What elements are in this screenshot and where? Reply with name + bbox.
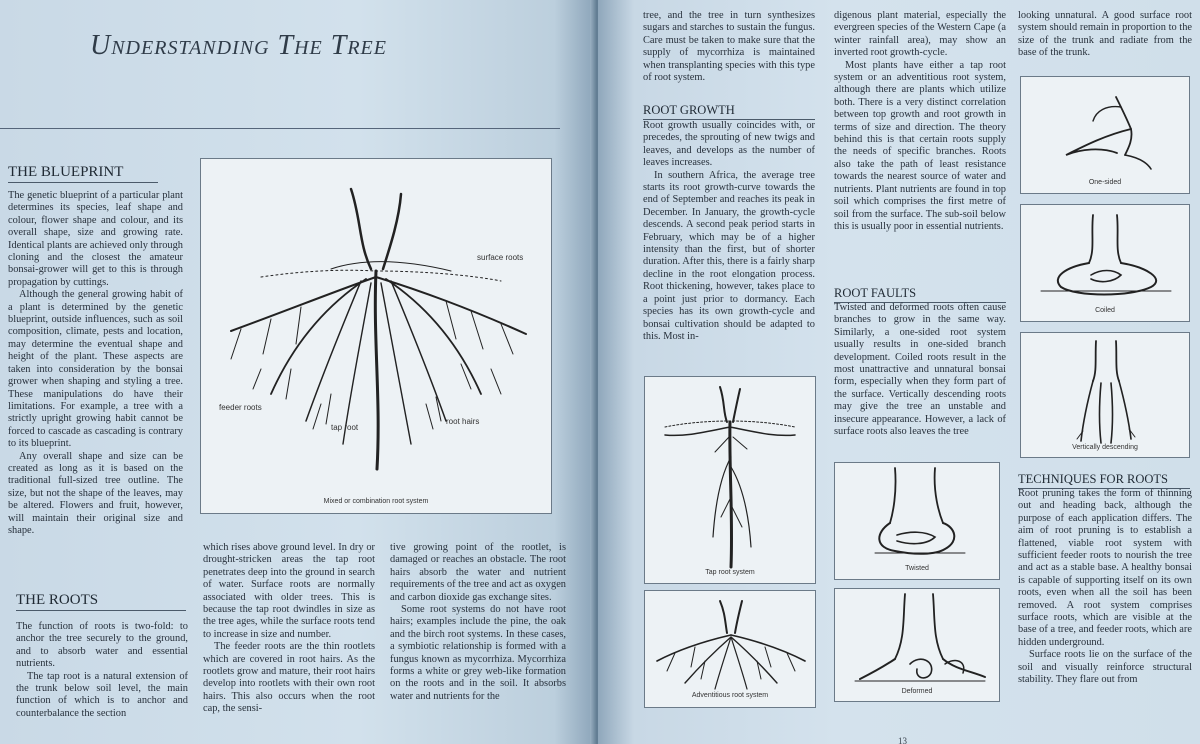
right-column-2-top	[834, 10, 1006, 233]
mid1-paragraph-1: which rises above ground level. In dry or drought-stricken areas the tap root penetrates deep into the ground in search of water. Surface roots are normally associated with older trees. This is because the tap root dwindles in size as the tree ages, while the surface roots tend to increase in size and number.	[203, 542, 375, 640]
caption-tap-root-system: Tap root system	[705, 569, 755, 576]
r1-top-paragraph: tree, and the tree in turn synthesizes sugars and starches to sustain the fungus. Care must be taken to make sure that the supply of mycorrhiza is maintained when transplanting species with this type of root system.	[643, 10, 815, 84]
roots-paragraph-2: The tap root is a natural extension of the trunk below soil level, the main function of which is to anchor and counterbalance the section	[16, 670, 188, 719]
caption-deformed: Deformed	[901, 688, 933, 695]
one-sided-root-illustration	[1021, 77, 1189, 193]
blueprint-paragraph-1: The genetic blueprint of a particular plant determines its species, leaf shape and colour, flower shape and colour, and its overall shape, size and growing rate. Identical plants are achieved only through cloning and the closest the amateur bonsai-grower will get to this is through propagation by cuttings.	[8, 190, 183, 288]
vertical-root-illustration	[1021, 333, 1189, 457]
figure-deformed	[834, 588, 1000, 702]
caption-coiled: Coiled	[1095, 307, 1115, 314]
right-page	[598, 0, 1200, 744]
r3-top-paragraph: looking unnatural. A good surface root system should remain in proportion to the size of the trunk and radiate from the base of the trunk.	[1018, 10, 1192, 59]
right-column-1-top	[643, 10, 815, 84]
right-column-1	[643, 120, 815, 343]
deformed-root-illustration	[835, 589, 999, 701]
left-page	[0, 0, 596, 744]
root-growth-paragraph-2: In southern Africa, the average tree starts its root growth-curve towards the end of September and reaches its peak in December. In January, the growth-cycle descends. A second peak period starts in February, which may be of a higher intensity than the first, but of shorter duration. After this, there is a fairly sharp decline in the root elongation process. Root thickening, however, takes place to a point just prior to dormancy. Each species has its own growth-cycle and bonsai cultivation should be adapted to this. Most in-	[643, 169, 815, 342]
coiled-root-illustration	[1021, 205, 1189, 321]
heading-roots: THE ROOTS	[16, 592, 186, 611]
caption-twisted: Twisted	[905, 565, 929, 572]
caption-vertically-descending: Vertically descending	[1072, 444, 1138, 451]
r2-top-paragraph-1: digenous plant material, especially the evergreen species of the Western Cape (a winter rainfall area), may show an inverted root growth-cycle.	[834, 10, 1006, 59]
label-root-hairs: root hairs	[446, 417, 480, 426]
twisted-root-illustration	[835, 463, 999, 579]
figure-adventitious-root-system	[644, 590, 816, 708]
label-tap-root: tap root	[331, 423, 359, 432]
figure-twisted	[834, 462, 1000, 580]
heading-root-growth: ROOT GROWTH	[643, 103, 815, 120]
heading-root-faults: ROOT FAULTS	[834, 286, 1006, 303]
title-rule	[0, 128, 560, 129]
caption-adventitious-root-system: Adventitious root system	[691, 692, 769, 699]
heading-techniques-for-roots: TECHNIQUES FOR ROOTS	[1018, 472, 1190, 489]
mid2-paragraph-1: tive growing point of the rootlet, is damaged or reaches an obstacle. The root hairs absorb the water and nutrient requirements of the tree and act as oxygen and carbon dioxide gas exchange sites.	[390, 542, 566, 603]
root-faults-paragraph: Twisted and deformed roots often cause branches to grow in the same way. Similarly, a one-sided root system usually results in one-sided branch development. Coiled roots result in the most unattractive and unnatural bonsai form, especially when they form part of the surface. Vertically descending roots may give the tree an unstable and insecure appearance. However, a lack of surface roots also leaves the tree	[834, 302, 1006, 438]
page-number: 13	[898, 736, 907, 744]
right-column-3	[1018, 488, 1192, 687]
caption-mixed-root-system: Mixed or combination root system	[323, 498, 429, 505]
roots-paragraph-1: The function of roots is two-fold: to anchor the tree securely to the ground, and to absorb water and essential nutrients.	[16, 621, 188, 670]
techniques-paragraph-1: Root pruning takes the form of thinning out and heading back, although the purpose of each application differs. The aim of root pruning is to establish a flattened, viable root system with sufficient feeder roots to nourish the tree and act as a stable base. A healthy bonsai is capable of supporting itself on its own roots, even when all the soil has been removed. A root system comprises surface roots, which are visible at the base of a tree, and feeder roots, which are hidden underground.	[1018, 488, 1192, 648]
adventitious-root-illustration	[645, 591, 815, 707]
roots-column	[16, 621, 188, 720]
page-title: Understanding The Tree	[90, 30, 387, 61]
figure-mixed-root-system	[200, 158, 552, 514]
blueprint-paragraph-2: Although the general growing habit of a plant is determined by the genetic blueprint, outside influences, such as soil composition, climate, pests and location, may determine the eventual shape and height of the plant. These aspects are taken into consideration by the bonsai grower when shaping and styling a tree. These manipulations do have their limitations. For example, a tree with a strictly upright growing habit cannot be forced to cascade as cascading is contrary to its blueprint.	[8, 289, 183, 450]
heading-blueprint: THE BLUEPRINT	[8, 164, 158, 183]
mid1-paragraph-2: The feeder roots are the thin rootlets which are covered in root hairs. As the rootlets grow and mature, their root hairs develop into rootlets with their own root hairs. This also occurs when the root cap, the sensi-	[203, 641, 375, 715]
blueprint-paragraph-3: Any overall shape and size can be created as long as it is based on the traditional full-sized tree outline. The size, but not the shape of the leaves, may be altered. Flowers and fruit, however, will maintain their original size and shape.	[8, 450, 183, 536]
mid2-paragraph-2: Some root systems do not have root hairs; examples include the pine, the oak and the birch root systems. In these cases, a symbiotic relationship is formed with a fungus known as mycorrhiza. Mycorrhiza forms a white or grey web-like formation on the roots and in the soil. It absorbs water and nutrients for the	[390, 604, 566, 702]
root-growth-paragraph-1: Root growth usually coincides with, or precedes, the sprouting of new twigs and leaves, and develops as the number of leaves increases.	[643, 120, 815, 169]
tap-root-illustration	[645, 377, 815, 583]
label-feeder-roots: feeder roots	[219, 403, 262, 412]
figure-one-sided	[1020, 76, 1190, 194]
figure-coiled	[1020, 204, 1190, 322]
caption-one-sided: One-sided	[1088, 179, 1122, 186]
figure-tap-root-system	[644, 376, 816, 584]
middle-column-1	[203, 542, 375, 716]
figure-vertically-descending	[1020, 332, 1190, 458]
mixed-root-illustration	[201, 159, 551, 513]
techniques-paragraph-2: Surface roots lie on the surface of the soil and visually reinforce structural stability. They flare out from	[1018, 649, 1192, 686]
right-column-3-top	[1018, 10, 1192, 60]
right-column-2	[834, 302, 1006, 438]
middle-column-2	[390, 542, 566, 703]
blueprint-column	[8, 190, 183, 537]
r2-top-paragraph-2: Most plants have either a tap root system or an adventitious root system, although there are plants which utilize both. There is a very distinct correlation between top growth and root growth in terms of size and direction. The theory behind this is that certain roots supply the needs of specific branches. Roots also take the path of least resistance towards the nearest source of water and nutrients. Plant nutrients are found in top soil which comprises the first metre of soil from the surface. The sub-soil below this is usually poor in essential nutrients.	[834, 59, 1006, 232]
label-surface-roots: surface roots	[477, 253, 524, 262]
